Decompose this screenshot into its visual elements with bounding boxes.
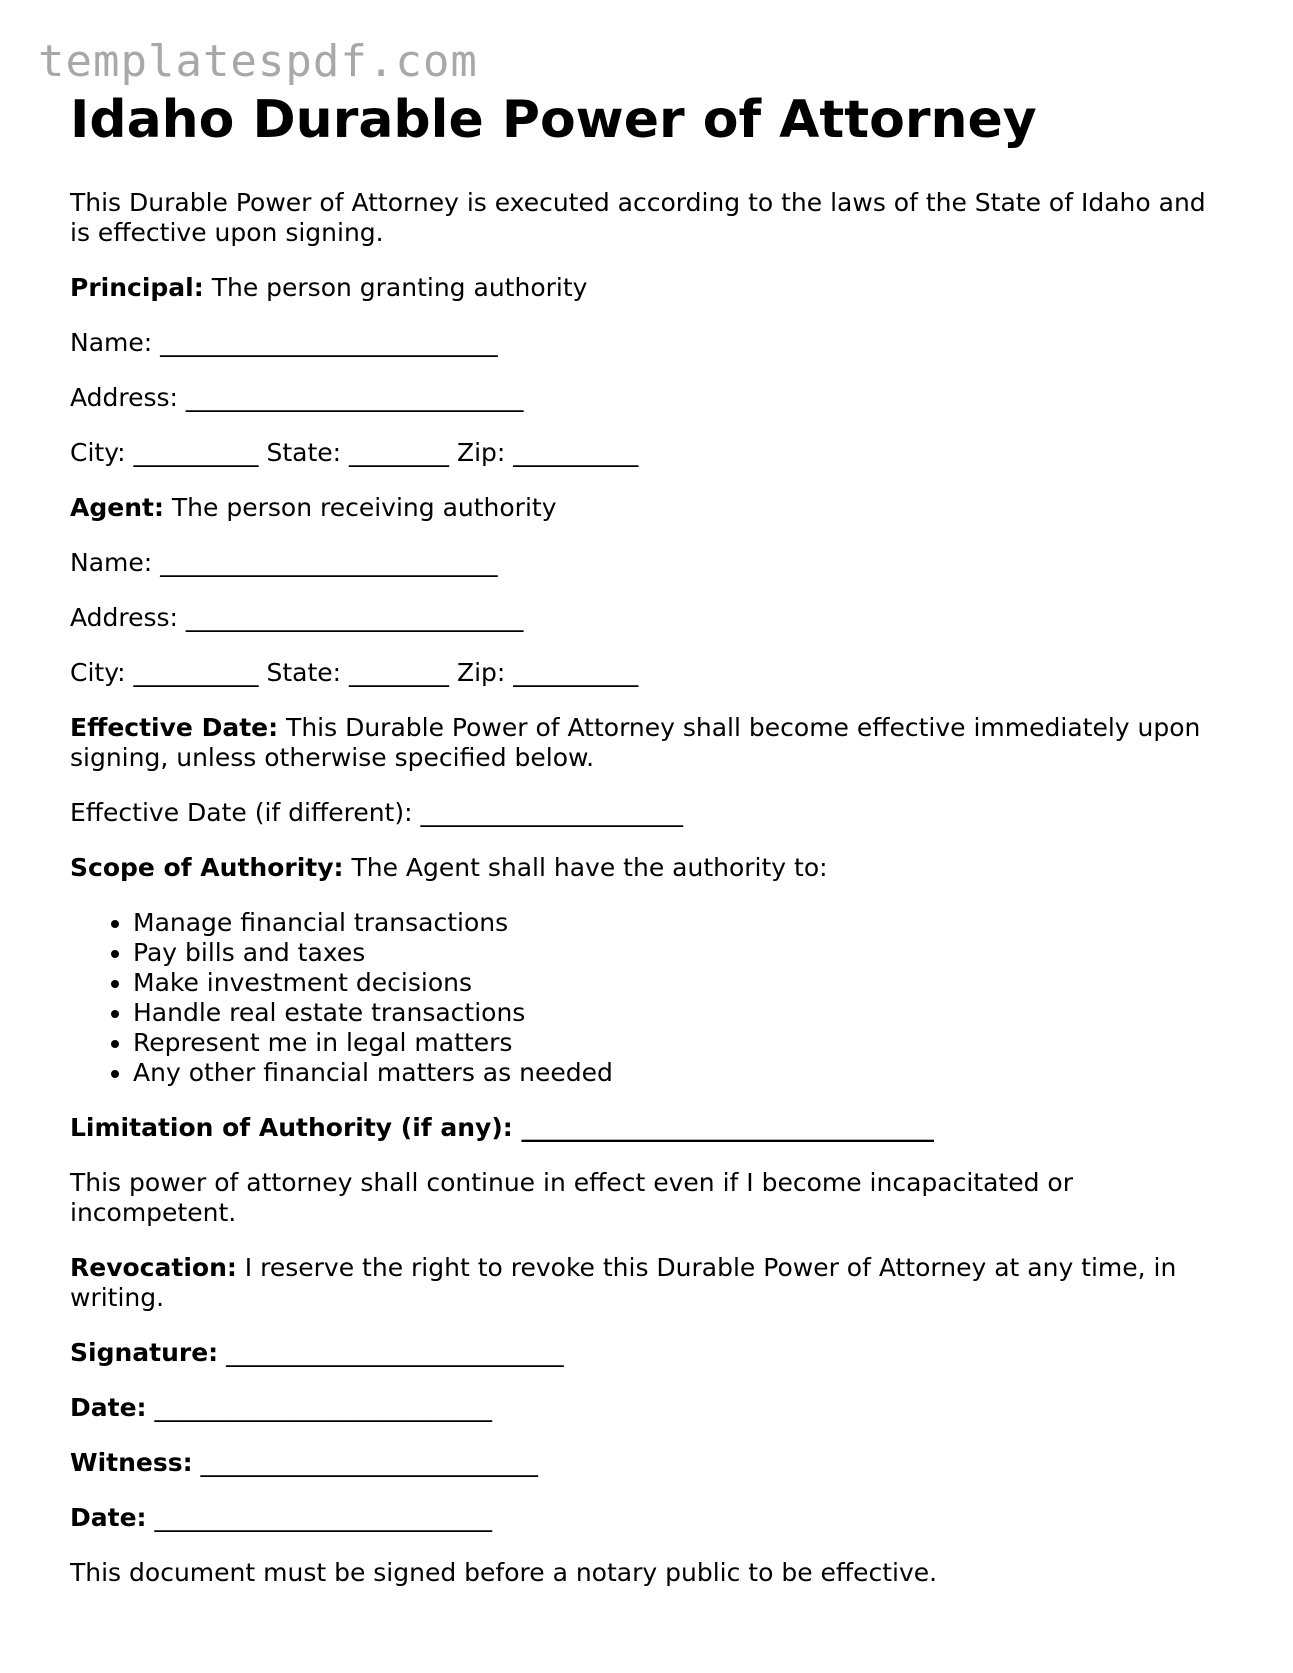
scope-label: Scope of Authority:	[70, 853, 344, 883]
principal-desc: The person granting authority	[203, 273, 588, 303]
limitation-blank[interactable]: _________________________________	[512, 1113, 934, 1143]
witness-date-label: Date:	[70, 1503, 147, 1533]
date-blank[interactable]: ___________________________	[146, 1393, 492, 1423]
durability-paragraph: This power of attorney shall continue in effect even if I become incapacitated or incompetent.	[70, 1168, 1073, 1228]
list-item: • Make investment decisions	[133, 968, 1230, 998]
witness-blank[interactable]: ___________________________	[192, 1448, 539, 1478]
witness-label: Witness:	[70, 1448, 193, 1478]
revocation-paragraph	[70, 1253, 1230, 1313]
principal-address-field[interactable]: Address: ___________________________	[70, 383, 524, 413]
scope-text: The Agent shall have the authority to:	[343, 853, 828, 883]
list-item: • Manage financial transactions	[133, 908, 1230, 938]
revocation-label: Revocation:	[70, 1253, 237, 1283]
principal-city-state-zip-field[interactable]: City: __________ State: ________ Zip: __________	[70, 438, 639, 468]
principal-heading	[70, 273, 1230, 303]
principal-name-field[interactable]: Name: ___________________________	[70, 328, 498, 358]
principal-label: Principal:	[70, 273, 204, 303]
signature-blank[interactable]: ___________________________	[218, 1338, 564, 1368]
page-title: Idaho Durable Power of Attorney	[70, 90, 1037, 150]
scope-list	[70, 908, 1230, 1088]
effective-date-field[interactable]: Effective Date (if different): _____________________	[70, 798, 683, 828]
document-body	[70, 92, 1230, 1588]
notary-note: This document must be signed before a notary public to be effective.	[70, 1558, 938, 1588]
date-label: Date:	[70, 1393, 147, 1423]
agent-heading	[70, 493, 1230, 523]
effective-date-paragraph	[70, 713, 1230, 773]
list-item: • Any other financial matters as needed	[133, 1058, 1230, 1088]
revocation-text: I reserve the right to revoke this Durable Power of Attorney at any time, in writing.	[70, 1253, 1177, 1313]
witness-date-blank[interactable]: ___________________________	[146, 1503, 492, 1533]
list-item: • Represent me in legal matters	[133, 1028, 1230, 1058]
agent-desc: The person receiving authority	[163, 493, 557, 523]
agent-address-field[interactable]: Address: ___________________________	[70, 603, 524, 633]
agent-label: Agent:	[70, 493, 164, 523]
intro-paragraph: This Durable Power of Attorney is executed according to the laws of the State of Idaho and is effective upon signing.	[70, 188, 1206, 248]
effective-date-label: Effective Date:	[70, 713, 279, 743]
list-item: • Handle real estate transactions	[133, 998, 1230, 1028]
limitation-field[interactable]	[70, 1113, 1230, 1143]
list-item: • Pay bills and taxes	[133, 938, 1230, 968]
signature-field[interactable]	[70, 1338, 1230, 1368]
watermark: templatespdf.com	[38, 36, 478, 87]
signature-label: Signature:	[70, 1338, 219, 1368]
agent-city-state-zip-field[interactable]: City: __________ State: ________ Zip: __________	[70, 658, 639, 688]
witness-date-field[interactable]	[70, 1503, 1230, 1533]
effective-date-text: This Durable Power of Attorney shall become effective immediately upon signing, unless otherwise specified below.	[70, 713, 1201, 773]
date-field[interactable]	[70, 1393, 1230, 1423]
limitation-label: Limitation of Authority (if any):	[70, 1113, 513, 1143]
agent-name-field[interactable]: Name: ___________________________	[70, 548, 498, 578]
witness-field[interactable]	[70, 1448, 1230, 1478]
scope-heading	[70, 853, 1230, 883]
